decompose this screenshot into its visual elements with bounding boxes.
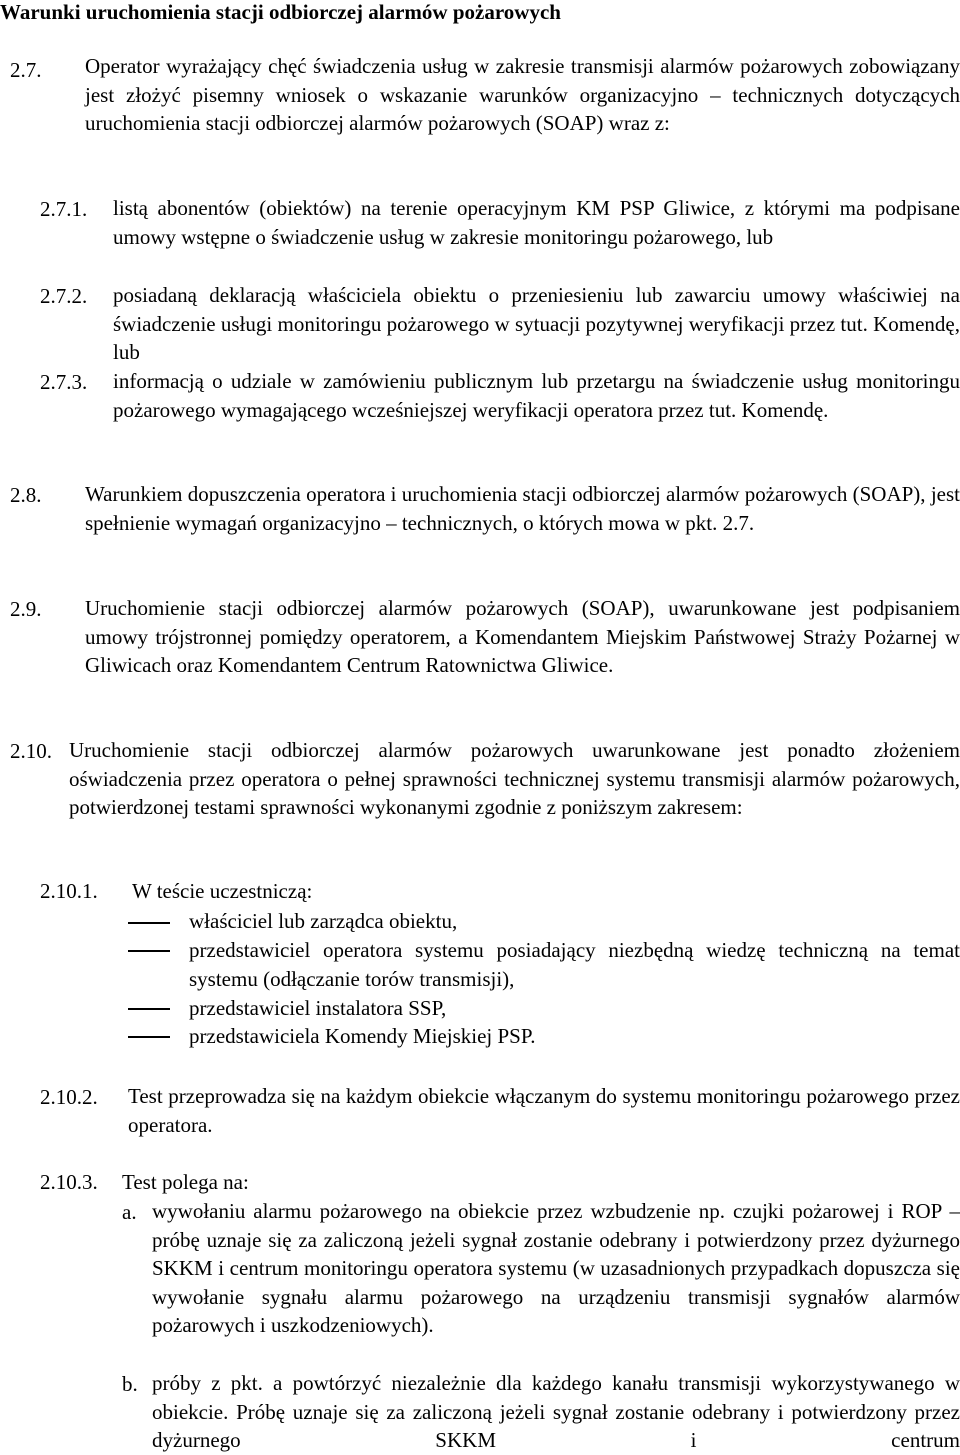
item-number: 2.10.3. xyxy=(40,1170,98,1194)
section-text: Uruchomienie stacji odbiorczej alarmów pożarowych (SOAP), uwarunkowane jest podpisaniem umowy trójstronnej pomiędzy operatorem, a Komendantem Miejskim Państwowej Straży Pożarnej w Gliwicach oraz Komendantem Centrum Ratownictwa Gliwice. xyxy=(85,596,960,678)
item-number: 2.7.2. xyxy=(40,284,88,308)
item-text: informacją o udziale w zamówieniu publicznym lub przetargu na świadczenie usług monitoringu pożarowego wymagającego wcześniejszej weryfikacji operatora przez tut. Komendę. xyxy=(113,369,960,422)
section-text: Warunkiem dopuszczenia operatora i uruchomienia stacji odbiorczej alarmów pożarowych (SOAP), jest spełnienie wymagań organizacyjno – technicznych, o których mowa w pkt. 2.7. xyxy=(85,482,960,535)
list-item-text: wywołaniu alarmu pożarowego na obiekcie przez wzbudzenie np. czujki pożarowej i ROP – próbę uznaje się za zaliczoną jeżeli sygnał zostanie odebrany i potwierdzony przez dyżurnego SKKM i centrum monitoringu operatora systemu (w uzasadnionych przypadkach dopuszcza się wywołanie sygnału alarmu pożarowego na urządzeniu transmisji sygnałów alarmów pożarowych i uszkodzeniowych). xyxy=(152,1199,960,1338)
section-number: 2.10. xyxy=(10,739,52,763)
bullet-item: przedstawiciel operatora systemu posiadający niezbędną wiedzę techniczną na temat systemu (odłączanie torów transmisji), xyxy=(189,938,960,991)
section-number: 2.9. xyxy=(10,597,42,621)
list-item-text: próby z pkt. a powtórzyć niezależnie dla każdego kanału transmisji wykorzystywanego w obiekcie. Próbę uznaje się za zaliczoną jeżeli sygnał zostanie odebrany i potwierdzony przez dyżurnego SKKM i centrum xyxy=(152,1371,960,1453)
item-text: listą abonentów (obiektów) na terenie operacyjnym KM PSP Gliwice, z którymi ma podpisane umowy wstępne o świadczenie usług w zakresie monitoringu pożarowego, lub xyxy=(113,196,960,249)
dash-bullet xyxy=(128,1036,170,1038)
bullet-item: przedstawiciel instalatora SSP, xyxy=(189,996,447,1020)
item-text: W teście uczestniczą: xyxy=(132,879,313,903)
section-text: Operator wyrażający chęć świadczenia usług w zakresie transmisji alarmów pożarowych zobowiązany jest złożyć pisemny wniosek o wskazanie warunków organizacyjno – technicznych dotyczących uruchomienia stacji odbiorczej alarmów pożarowych (SOAP) wraz z: xyxy=(85,54,960,136)
section-number: 2.7. xyxy=(10,58,42,82)
dash-bullet xyxy=(128,1008,170,1010)
section-text: Uruchomienie stacji odbiorczej alarmów pożarowych uwarunkowane jest ponadto złożeniem oświadczenia przez operatora o pełnej sprawności technicznej systemu transmisji alarmów pożarowych, potwierdzonej testami sprawności wykonanymi zgodnie z poniższym zakresem: xyxy=(69,738,960,820)
bullet-item: przedstawiciela Komendy Miejskiej PSP. xyxy=(189,1024,536,1048)
item-text: Test polega na: xyxy=(122,1170,249,1194)
bullet-item: właściciel lub zarządca obiektu, xyxy=(189,909,458,933)
list-letter: a. xyxy=(122,1200,137,1224)
item-text: Test przeprowadza się na każdym obiekcie włączanym do systemu monitoringu pożarowego przez operatora. xyxy=(128,1084,960,1137)
item-number: 2.7.1. xyxy=(40,197,88,221)
item-number: 2.7.3. xyxy=(40,370,88,394)
section-number: 2.8. xyxy=(10,483,42,507)
item-number: 2.10.2. xyxy=(40,1085,98,1109)
list-letter: b. xyxy=(122,1372,138,1396)
dash-bullet xyxy=(128,922,170,924)
item-number: 2.10.1. xyxy=(40,879,98,903)
item-text: posiadaną deklaracją właściciela obiektu o przeniesieniu lub zawarciu umowy właściwiej na świadczenie usługi monitoringu pożarowego w sytuacji pozytywnej weryfikacji przez tut. Komendę, lub xyxy=(113,283,960,365)
dash-bullet xyxy=(128,950,170,952)
page-title: Warunki uruchomienia stacji odbiorczej alarmów pożarowych xyxy=(0,0,561,24)
